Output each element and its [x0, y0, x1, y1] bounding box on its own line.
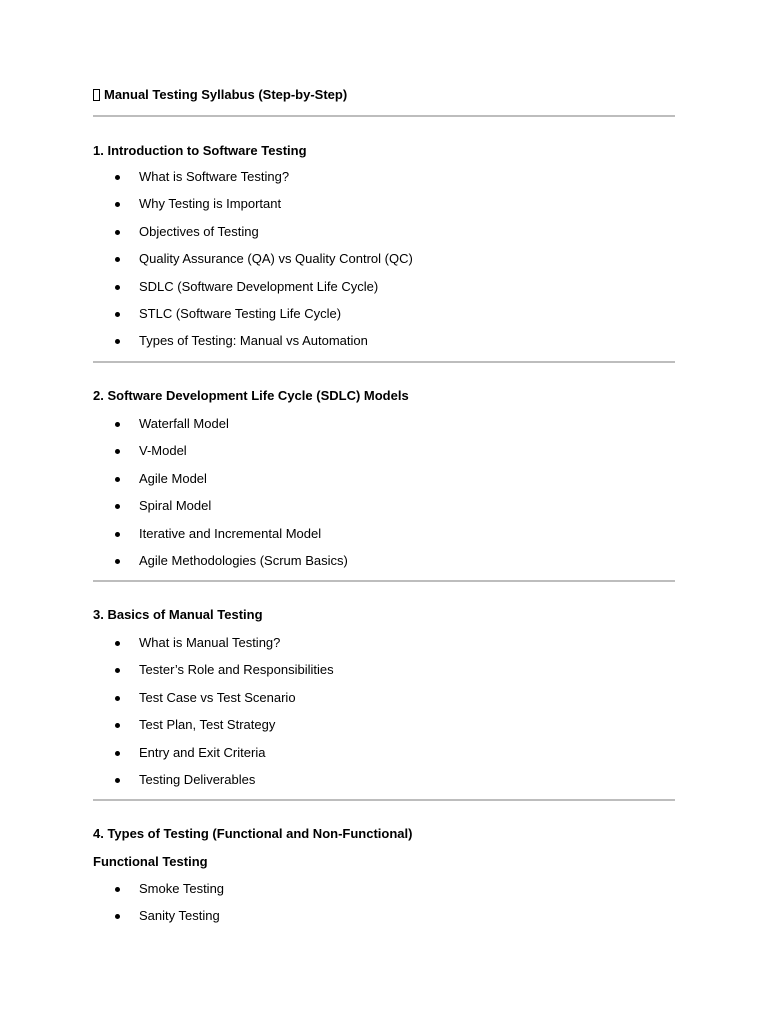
bullet-icon — [115, 175, 120, 180]
bullet-icon — [115, 696, 120, 701]
bullet-icon — [115, 778, 120, 783]
bullet-icon — [115, 504, 120, 509]
bullet-icon — [115, 559, 120, 564]
section-3-heading: 3. Basics of Manual Testing — [93, 607, 263, 622]
bullet-icon — [115, 449, 120, 454]
bullet-icon — [115, 477, 120, 482]
bullet-icon — [115, 641, 120, 646]
section-2-heading: 2. Software Development Life Cycle (SDLC) Models — [93, 388, 409, 403]
section-4-heading: 4. Types of Testing (Functional and Non-Functional) — [93, 826, 413, 841]
bullet-icon — [115, 202, 120, 207]
document-title — [93, 87, 347, 103]
section-divider — [93, 580, 675, 582]
bullet-icon — [115, 422, 120, 427]
bullet-icon — [115, 668, 120, 673]
notebook-icon — [93, 89, 100, 101]
bullet-icon — [115, 887, 120, 892]
bullet-icon — [115, 532, 120, 537]
section-1-heading: 1. Introduction to Software Testing — [93, 143, 307, 158]
bullet-icon — [115, 312, 120, 317]
section-divider — [93, 115, 675, 117]
bullet-icon — [115, 339, 120, 344]
bullet-icon — [115, 230, 120, 235]
document-title-text: Manual Testing Syllabus (Step-by-Step) — [104, 87, 348, 102]
bullet-icon — [115, 723, 120, 728]
bullet-icon — [115, 751, 120, 756]
bullet-icon — [115, 257, 120, 262]
document-page: Manual Testing Syllabus (Step-by-Step) 1. Introduction to Software Testing What is Software Testing? Why Testing is Important Objectives of Testing Quality Assurance (QA) vs Quality Control (QC) SDLC (Software Development Life Cycle) STLC (Software Testing Life Cycle) Types of Testing: Manual vs Automation 2. Software Development Life Cycle (SDLC) Models Waterfall Model V-Model Agile Model Spiral Model Iterative and Incremental Model Agile Methodologies (Scrum Basics) 3. Basics of Manual Testing What is Manual Testing? Tester’s Role and Responsibilities Test Case vs Test Scenario Test Plan, Test Strategy Entry and Exit Criteria Testing Deliverables 4. Types of Testing (Functional and Non-Functional) Functional Testing Smoke Testing Sanity Testing — [0, 0, 768, 1024]
bullet-icon — [115, 285, 120, 290]
section-divider — [93, 361, 675, 363]
bullet-icon — [115, 914, 120, 919]
section-4-subheading: Functional Testing — [93, 854, 208, 869]
section-divider — [93, 799, 675, 801]
